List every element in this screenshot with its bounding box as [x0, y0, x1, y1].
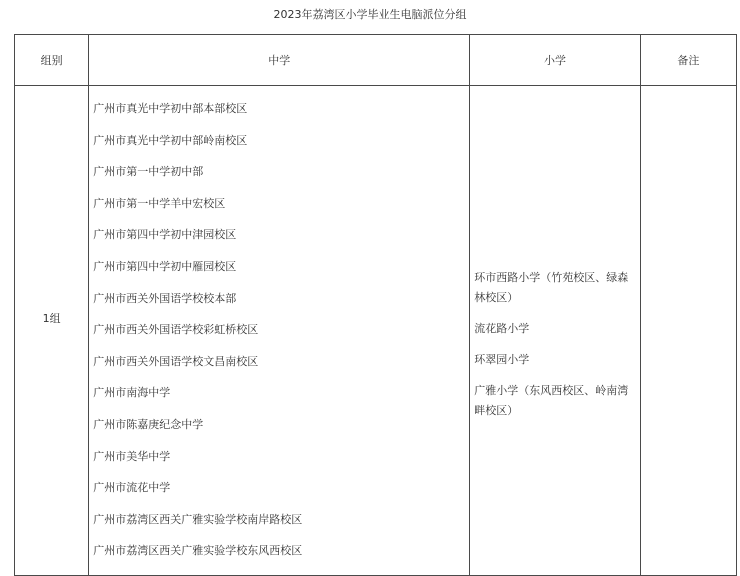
middle-school-item: 广州市陈嘉庚纪念中学 [93, 417, 204, 431]
middle-school-item: 广州市第四中学初中津园校区 [93, 228, 237, 242]
group-cell [15, 86, 89, 576]
middle-school-item: 广州市西关外国语学校彩虹桥校区 [93, 323, 259, 337]
table-header-row [15, 35, 737, 86]
middle-school-list [93, 86, 469, 575]
middle-school-item: 广州市荔湾区西关广雅实验学校东风西校区 [93, 544, 303, 558]
header-middle-school: 中学 [89, 35, 470, 86]
middle-school-item: 广州市西关外国语学校校本部 [93, 291, 237, 305]
note-cell [640, 86, 736, 576]
table-row [15, 86, 737, 576]
primary-school-item: 环市西路小学（竹苑校区、绿森林校区） [474, 271, 629, 304]
header-primary-school: 小学 [470, 35, 640, 86]
primary-school-list [474, 86, 633, 421]
primary-school-cell [470, 86, 640, 576]
group-label: 1组 [42, 312, 61, 326]
allocation-table [14, 34, 737, 576]
middle-school-item: 广州市美华中学 [93, 449, 171, 463]
primary-school-item: 广雅小学（东风西校区、岭南湾畔校区） [474, 384, 629, 417]
middle-school-cell [89, 86, 470, 576]
middle-school-item: 广州市第一中学羊中宏校区 [93, 196, 226, 210]
middle-school-item: 广州市南海中学 [93, 386, 171, 400]
middle-school-item: 广州市第四中学初中雁园校区 [93, 259, 237, 273]
middle-school-item: 广州市西关外国语学校文昌南校区 [93, 354, 259, 368]
primary-school-item: 流花路小学 [474, 322, 530, 335]
middle-school-item: 广州市真光中学初中部岭南校区 [93, 133, 248, 147]
middle-school-item: 广州市真光中学初中部本部校区 [93, 102, 248, 115]
primary-school-item: 环翠园小学 [474, 353, 530, 366]
middle-school-item: 广州市流花中学 [93, 481, 171, 495]
document-title: 2023年荔湾区小学毕业生电脑派位分组 [273, 8, 467, 21]
header-note: 备注 [640, 35, 736, 86]
middle-school-item: 广州市荔湾区西关广雅实验学校南岸路校区 [93, 512, 303, 526]
header-group: 组别 [15, 35, 89, 86]
middle-school-item: 广州市第一中学初中部 [93, 165, 204, 179]
